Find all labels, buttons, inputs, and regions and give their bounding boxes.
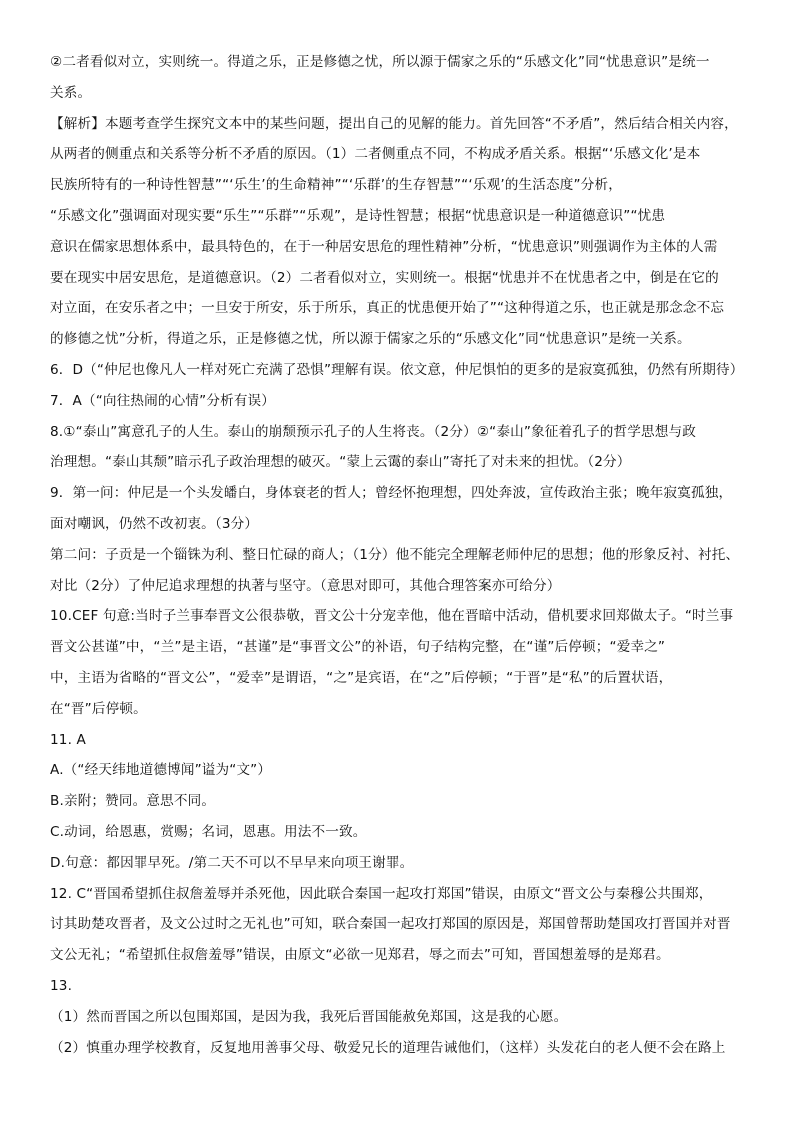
text-line: 在“晋”后停顿。 (50, 700, 147, 717)
text-line: 民族所特有的一种诗性智慧”“‘乐生’的生命精神”“‘乐群’的生存智慧”“‘乐观’的生活态度”分析， (50, 177, 622, 194)
text-line: 面对嘲讽，仍然不改初衷。（3分） (50, 515, 259, 532)
answer-13: 13. (50, 977, 73, 994)
answer-9: 9．第一问：仲尼是一个头发皤白，身体衰老的哲人；曾经怀抱理想，四处奔波，宣传政治主张；晚年寂寞孤独， (50, 485, 733, 502)
text-line: 关系。 (50, 84, 92, 101)
answer-10: 10.CEF 句意:当时子兰事奉晋文公很恭敬，晋文公十分宠幸他，他在晋暗中活动，借机要求回郑做太子。“时兰事 (50, 608, 734, 625)
text-line: D.句意：都因罪早死。/第二天不可以不早早来向项王谢罪。 (50, 854, 414, 871)
text-line: 治理想。“泰山其颓”暗示孔子政治理想的破灭。“蒙上云霭的泰山”寄托了对未来的担忧。（2分） (50, 454, 631, 471)
answer-document (50, 47, 762, 1063)
answer-11: 11. A (50, 731, 86, 748)
text-line: C.动词，给恩惠，赏赐；名词，恩惠。用法不一致。 (50, 823, 367, 840)
analysis-line: 【解析】本题考查学生探究文本中的某些问题，提出自己的见解的能力。首先回答“不矛盾”，然后结合相关内容， (50, 115, 738, 132)
text-line: 第二问：子贡是一个锱铢为利、整日忙碌的商人；（1分）他不能完全理解老师仲尼的思想；他的形象反衬、衬托、 (50, 546, 740, 563)
text-line: 中，主语为省略的“晋文公”，“爱幸”是谓语，“之”是宾语，在“之”后停顿；“于晋”是“私”的后置状语， (50, 669, 673, 686)
text-line: 讨其助楚攻晋者，及文公过时之无礼也”可知，联合秦国一起攻打郑国的原因是，郑国曾帮助楚国攻打晋国并对晋 (50, 916, 731, 933)
text-line: 从两者的侧重点和关系等分析不矛盾的原因。（1）二者侧重点不同，不构成矛盾关系。根据“‘乐感文化’是本 (50, 146, 701, 163)
text-line: “乐感文化”强调面对现实要“乐生”“乐群”“乐观”，是诗性智慧；根据“忧患意识是一种道德意识”“忧患 (50, 207, 666, 224)
text-line: （1）然而晋国之所以包围郑国，是因为我，我死后晋国能赦免郑国，这是我的心愿。 (50, 1008, 568, 1025)
text-line: A.（“经天纬地道德博闻”谥为“文”） (50, 762, 272, 779)
text-line: 文公无礼；“希望抓住叔詹羞辱”错误，由原文“必欲一见郑君，辱之而去”可知，晋国想羞辱的是郑君。 (50, 947, 670, 964)
text-line: 意识在儒家思想体系中，最具特色的，在于一种居安思危的理性精神”分析，“忧患意识”则强调作为主体的人需 (50, 238, 718, 255)
text-line: ②二者看似对立，实则统一。得道之乐，正是修德之忧，所以源于儒家之乐的“乐感文化”同“忧患意识”是统一 (50, 54, 710, 70)
answer-6: 6．D（“仲尼也像凡人一样对死亡充满了恐惧”理解有误。依文意，仲尼惧怕的更多的是寂寞孤独，仍然有所期待） (50, 361, 744, 378)
text-line: 要在现实中居安思危，是道德意识。（2）二者看似对立，实则统一。根据“忧患并不在忧患者之中，倒是在它的 (50, 269, 719, 286)
answer-7: 7．A（“向往热闹的心情”分析有误） (50, 392, 276, 409)
text-line: B.亲附；赞同。意思不同。 (50, 793, 216, 810)
text-line: 对比（2分）了仲尼追求理想的执著与坚守。（意思对即可，其他合理答案亦可给分） (50, 577, 561, 594)
answer-8: 8.①“泰山”寓意孔子的人生。泰山的崩颓预示孔子的人生将丧。（2分）②“泰山”象征着孔子的哲学思想与政 (50, 423, 696, 440)
text-line: 晋文公甚谨”中，“兰”是主语，“甚谨”是“事晋文公”的补语，句子结构完整，在“谨”后停顿；“爱幸之” (50, 639, 666, 656)
text-line: （2）慎重办理学校教育，反复地用善事父母、敬爱兄长的道理告诫他们，（这样）头发花白的老人便不会在路上 (50, 1039, 726, 1056)
text-line: 对立面，在安乐者之中；一旦安于所安，乐于所乐，真正的忧患便开始了”“这种得道之乐，也正就是那念念不忘 (50, 300, 725, 317)
text-line: 的修德之忧”分析，得道之乐，正是修德之忧，所以源于儒家之乐的“乐感文化”同“忧患意识”是统一关系。 (50, 331, 691, 348)
answer-12: 12. C“晋国希望抓住叔詹羞辱并杀死他，因此联合秦国一起攻打郑国”错误，由原文“晋文公与秦穆公共围郑， (50, 885, 713, 902)
